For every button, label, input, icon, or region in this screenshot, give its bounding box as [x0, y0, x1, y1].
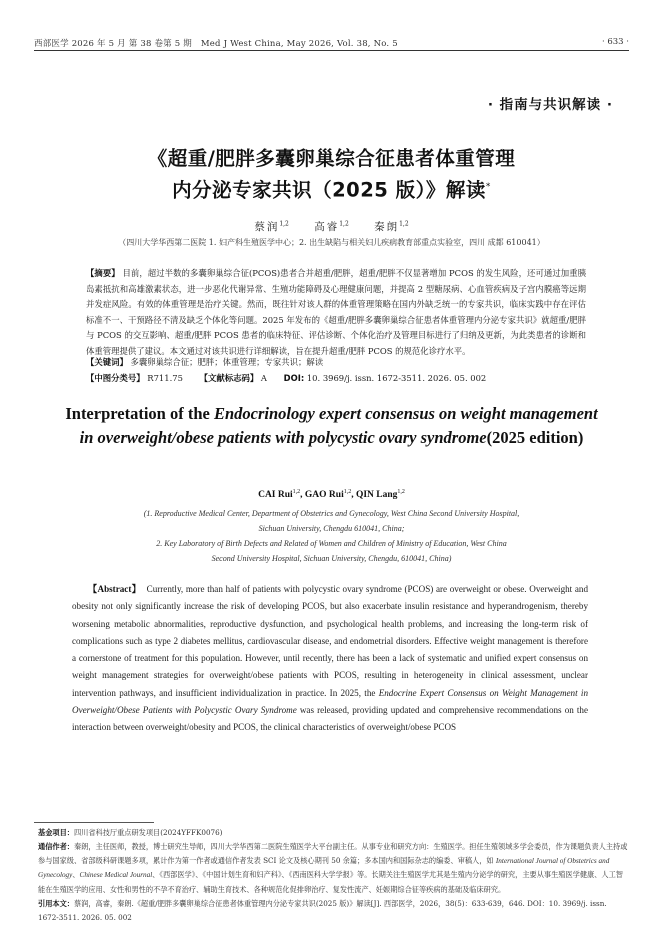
author-en-name: QIN Lang: [355, 490, 398, 501]
affiliation-en-line: 2. Key Laboratory of Birth Defects and Related of Women and Children of Ministry of Education, West China: [156, 539, 507, 548]
affiliation-en-line: Second University Hospital, Sichuan University, Chengdu, 610041, China): [211, 554, 452, 563]
fund-note: [38, 826, 628, 840]
journal-issue-en: Med J West China, May 2026, Vol. 38, No. 5: [200, 39, 398, 49]
keywords-zh: [86, 356, 606, 368]
abstract-en-paragraph: [72, 581, 588, 737]
separator: 、: [72, 870, 80, 880]
column-label: · 指南与共识解读 ·: [487, 97, 613, 113]
correspondence-text: 秦朗，主任医师，教授，博士研究生导师，四川大学华西第二医院生殖医学大平台副主任。从事专业和研究方向：生殖医学。担任生殖领域多学会委员，作为课题负责人主持或参与国家级、省部级科研课题多项，累计作为第一作者或通信作者发表 SCI 论文及核心期刊 50 余篇；多本国内和国际杂志的编委、审稿人，如: [38, 841, 628, 865]
correspondence-text-cont: 、《西部医学》、《中国计划生育和妇产科》、《西南医科大学学报》等。长期关注生殖医学尤其是生殖内分泌学的研究，主要从事生殖医学健康、人工智能在生殖医学的应用、女性和男性的不孕不育治疗、辅助生育技术、各种规范化促排卵治疗、复发性流产、妊娠期综合征等疾病的基础及临床研究。: [38, 870, 623, 895]
footnotes: [38, 826, 628, 925]
footnote-divider: [34, 822, 154, 823]
author-en-name: CAI Rui: [258, 490, 293, 501]
author-en: [356, 490, 405, 500]
title-zh-line2-text: 内分泌专家共识（2025 版）》解读: [172, 178, 486, 202]
author-zh-name: 高睿: [314, 221, 340, 233]
title-en-italic1: Endocrinology expert consensus on weight management: [213, 404, 598, 423]
doc-code-value: A: [260, 373, 267, 383]
fund-label: 基金项目：: [38, 828, 74, 837]
journal-name-italic: Chinese Medical Journal: [79, 871, 153, 880]
author-en-sup: 1,2: [397, 489, 405, 495]
citation-note: [38, 897, 628, 925]
author-zh: [314, 221, 349, 233]
author-zh-name: 蔡润: [254, 221, 280, 233]
author-zh: [254, 221, 289, 233]
authors-en: CAI Rui$^{1,2}$, GAO Rui$^{1,2}$, QIN Lang$^{1,2}$: [258, 489, 405, 501]
authors-zh: [0, 219, 663, 234]
clc-value: R711.75: [147, 373, 183, 383]
author-en: [305, 490, 351, 500]
title-footnote-mark: *: [485, 182, 491, 192]
keywords-zh-text: 多囊卵巢综合征；肥胖；体重管理；专家共识；解读: [130, 357, 324, 367]
abstract-en: [72, 581, 588, 737]
author-zh-sup: 1,2: [399, 220, 409, 228]
author-zh-sup: 1,2: [339, 220, 349, 228]
title-en-line1: [0, 402, 663, 426]
affiliation-zh: （四川大学华西第二医院 1. 妇产科生殖医学中心；2. 出生缺陷与相关妇儿疾病教育部重点实验室，四川 成都 610041）: [118, 238, 545, 247]
affiliation-en-line: Sichuan University, Chengdu 610041, China;: [258, 524, 405, 533]
title-en-part1: Interpretation of the: [65, 404, 214, 423]
correspondence-label: 通信作者：: [38, 841, 74, 851]
clc-label: 【中图分类号】: [86, 373, 145, 383]
title-zh-line1: 《超重/肥胖多囊卵巢综合征患者体重管理: [147, 147, 516, 170]
abstract-zh-text: 目前，超过半数的多囊卵巢综合征(PCOS)患者合并超重/肥胖，超重/肥胖不仅显著增加 PCOS 的发生风险，还可通过加重胰岛素抵抗和高雄激素状态，进一步恶化代谢异常、生殖功能障碍及心理健康问题，并提高 2 型糖尿病、心血管疾病及子宫内膜癌等远期并发症风险。有效的体重管理是治疗关键。然而，既往针对该人群的体重管理策略在国内外缺乏统一的专家共识，临床实践中存在评估标准不一、干预路径不清及缺乏个体化等问题。2025 年发布的《超重/肥胖多囊卵巢综合征患者体重管理内分泌专家共识》就超重/肥胖与 PCOS 的交互影响、超重/肥胖 PCOS 患者的临床特征、评估诊断、个体化治疗及管理目标进行了归纳及更新，为此类患者的诊断和体重管理提供了建议。本文通过对该共识进行详细解读，旨在提升超重/肥胖 PCOS 的规范化诊疗水平。: [86, 268, 587, 356]
title-en-line2: [0, 426, 663, 450]
doi-value: 10. 3969/j. issn. 1672-3511. 2026. 05. 002: [306, 373, 487, 383]
affiliation-en: [0, 506, 663, 566]
doc-code-label: 【文献标志码】: [199, 373, 259, 383]
title-zh: [0, 145, 663, 205]
journal-issue-zh: 西部医学 2026 年 5 月 第 38 卷第 5 期: [34, 39, 192, 49]
abstract-zh: [86, 266, 586, 360]
abstract-zh-label: 【摘要】: [86, 268, 120, 278]
title-en: [0, 402, 663, 450]
author-zh-sup: 1,2: [279, 220, 289, 228]
affiliation-en-line: (1. Reproductive Medical Center, Department of Obstetrics and Gynecology, West China Second University Hospital,: [143, 509, 520, 518]
abstract-en-consensus-title: Endocrine Expert Consensus on Weight Management in Overweight/Obese Patients with Polycystic Ovary Syndrome: [72, 687, 588, 716]
citation-label: 引用本文：: [38, 898, 74, 908]
correspondence-note: [38, 840, 628, 897]
title-en-part2: (2025 edition): [486, 428, 584, 447]
author-en: [258, 490, 300, 500]
abstract-en-text: Currently, more than half of patients with polycystic ovary syndrome (PCOS) are overweight or obese. Overweight and obesity not only significantly increase the risk of developing PCOS, but also exacerbate insulin resistance and hyperandrogenism, thereby worsening metabolic abnormalities, reproductive dysfunction, and psychological health problems, and increasing the long-term risk of complications such as type 2 diabetes mellitus, cardiovascular disease, and endometrial disorders. Effective weight management is therefore a cornerstone of treatment for this population. However, until recently, there has been a lack of systematic and unified expert consensus on weight management strategies for overweight/obese patients with PCOS, resulting in heterogeneity in clinical assessment, unclear intervention pathways, and insufficient individualization in practice. In 2025, the: [72, 584, 589, 698]
title-en-italic2: in overweight/obese patients with polycystic ovary syndrome: [79, 428, 487, 447]
running-head: [34, 34, 629, 51]
page-number: · 633 ·: [601, 37, 629, 47]
doi-label: DOI:: [283, 373, 305, 383]
journal-name-italic: International Journal of Obstetrics and Gynecology: [38, 856, 610, 880]
citation-text: 蔡润，高睿，秦朗.《超重/肥胖多囊卵巢综合征患者体重管理内分泌专家共识(2025 版)》解读[J]. 西部医学，2026，38(5)：633-639，646. DOI：10. 3969/j. issn. 1672-3511. 2026. 05. 002: [38, 898, 607, 922]
author-zh-name: 秦朗: [374, 221, 400, 233]
title-zh-line2: [0, 173, 663, 205]
classification-line: [86, 372, 606, 384]
journal-citation: [34, 37, 404, 49]
author-en-sup: 1,2: [292, 489, 301, 495]
fund-text: 四川省科技厅重点研发项目(2024YFFK0076): [73, 828, 223, 837]
abstract-en-text-cont: was released, providing updated and comprehensive recommendations on the interaction between overweight/obesity and PCOS, the clinical characteristics of overweight/obese PCOS: [72, 705, 588, 733]
author-zh: [374, 221, 409, 233]
author-en-name: GAO Rui: [304, 490, 344, 501]
author-en-sup: 1,2: [343, 489, 352, 495]
abstract-en-label: 【Abstract】: [88, 584, 142, 594]
keywords-zh-label: 【关键词】: [86, 357, 128, 367]
